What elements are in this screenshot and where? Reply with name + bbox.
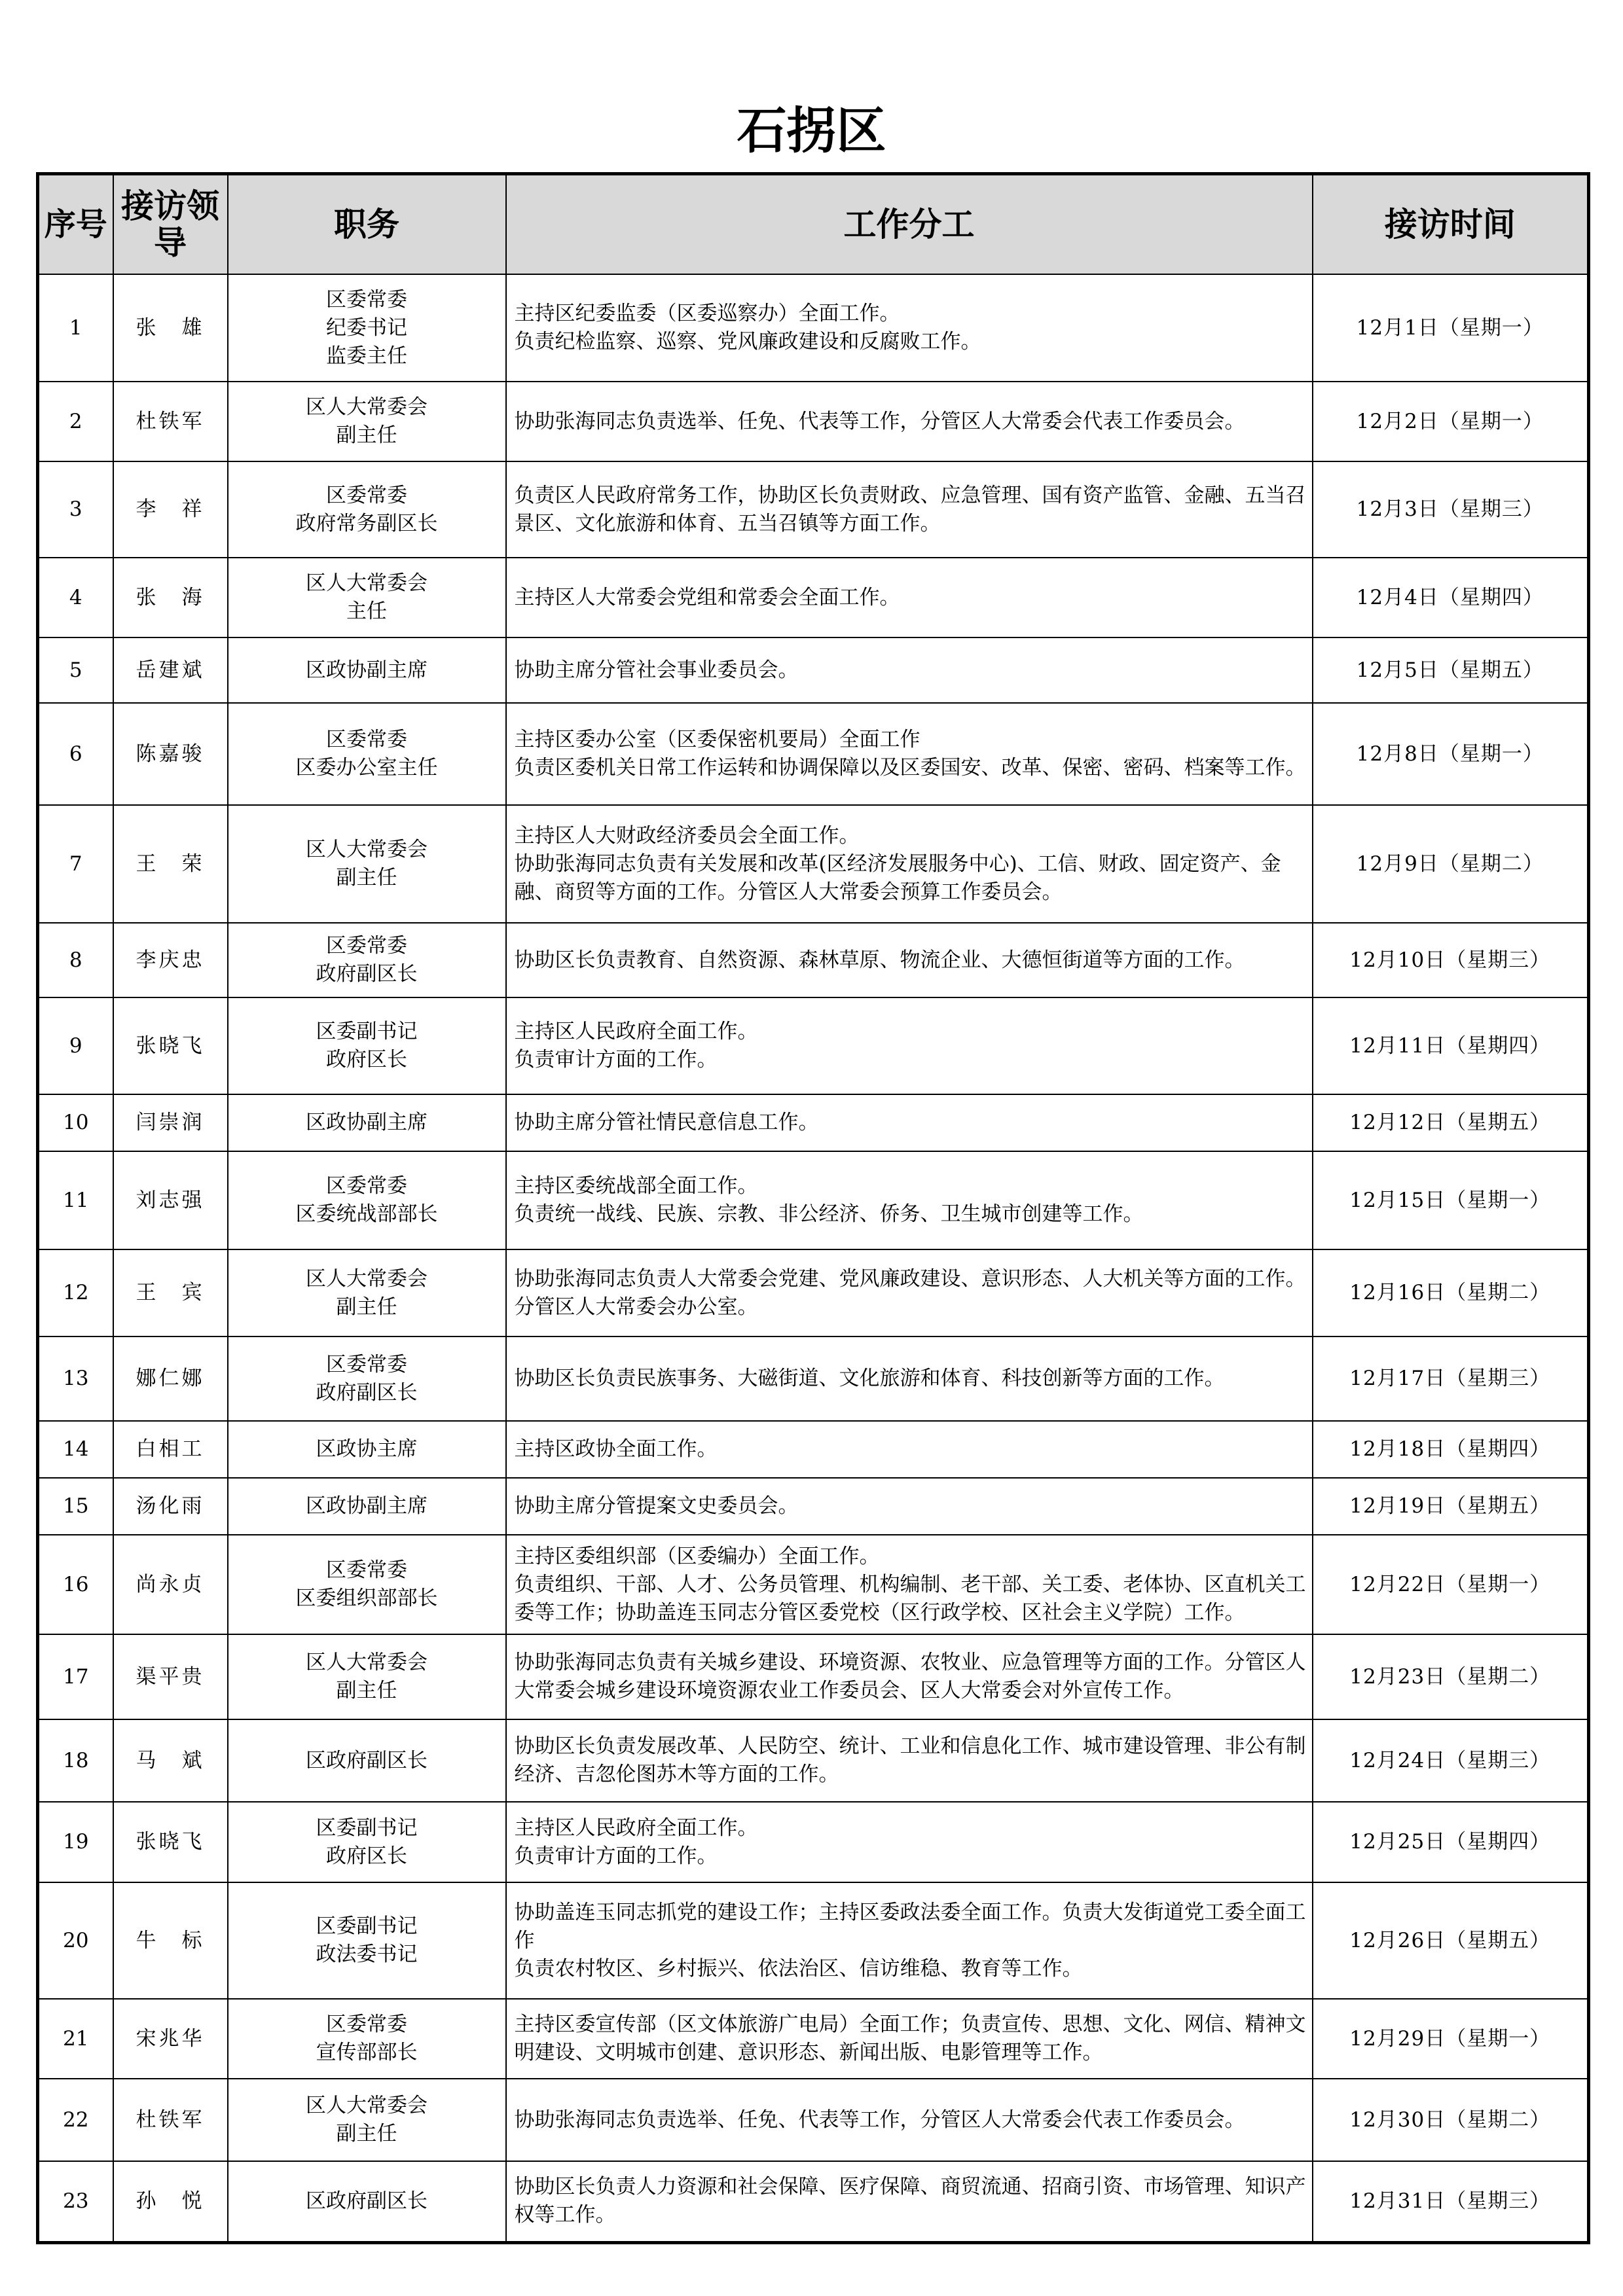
row-reception-time: 12月18日（星期四）	[1313, 1421, 1589, 1478]
table-row	[38, 1094, 1589, 1151]
table-body	[38, 274, 1589, 2242]
row-duty	[506, 2079, 1313, 2161]
duty-text: 协助主席分管社情民意信息工作。	[514, 1111, 819, 1134]
duty-text: 协助张海同志负责选举、任免、代表等工作，分管区人大常委会代表工作委员会。	[514, 409, 1245, 433]
table-row	[38, 461, 1589, 558]
table-row	[38, 1336, 1589, 1421]
row-leader-name: 汤化雨	[113, 1478, 228, 1535]
table-row	[38, 1882, 1589, 1999]
row-seq: 1	[38, 274, 113, 382]
row-position: 区委常委 纪委书记 监委主任	[228, 274, 506, 382]
row-duty	[506, 1421, 1313, 1478]
row-seq: 6	[38, 703, 113, 805]
row-reception-time: 12月12日（星期五）	[1313, 1094, 1589, 1151]
table-row	[38, 997, 1589, 1094]
row-seq: 13	[38, 1336, 113, 1421]
row-position: 区委常委 政府常务副区长	[228, 461, 506, 558]
table-row	[38, 1535, 1589, 1634]
row-leader-name: 牛 标	[113, 1882, 228, 1999]
row-position: 区政协主席	[228, 1421, 506, 1478]
row-seq: 8	[38, 923, 113, 997]
row-position: 区委常委 区委办公室主任	[228, 703, 506, 805]
row-duty	[506, 382, 1313, 461]
row-duty	[506, 805, 1313, 923]
row-seq: 22	[38, 2079, 113, 2161]
row-seq: 18	[38, 1719, 113, 1802]
row-leader-name: 白相工	[113, 1421, 228, 1478]
row-position: 区委常委 政府副区长	[228, 923, 506, 997]
row-seq: 23	[38, 2161, 113, 2242]
row-leader-name: 张晓飞	[113, 997, 228, 1094]
duty-text: 负责区人民政府常务工作，协助区长负责财政、应急管理、国有资产监管、金融、五当召景区、文化旅游和体育、五当召镇等方面工作。	[514, 483, 1306, 535]
table-row	[38, 1421, 1589, 1478]
row-reception-time: 12月17日（星期三）	[1313, 1336, 1589, 1421]
table-row	[38, 2079, 1589, 2161]
row-leader-name: 宋兆华	[113, 1999, 228, 2079]
duty-text: 协助主席分管提案文史委员会。	[514, 1494, 799, 1518]
duty-text: 主持区人大常委会党组和常委会全面工作。	[514, 585, 900, 609]
row-seq: 3	[38, 461, 113, 558]
row-duty	[506, 1882, 1313, 1999]
row-seq: 12	[38, 1249, 113, 1336]
table-row	[38, 1634, 1589, 1719]
row-reception-time: 12月30日（星期二）	[1313, 2079, 1589, 2161]
row-seq: 16	[38, 1535, 113, 1634]
table-row	[38, 805, 1589, 923]
row-seq: 21	[38, 1999, 113, 2079]
duty-text: 协助张海同志负责人大常委会党建、党风廉政建设、意识形态、人大机关等方面的工作。分管区人大常委会办公室。	[514, 1266, 1306, 1319]
row-leader-name: 陈嘉骏	[113, 703, 228, 805]
row-duty	[506, 1719, 1313, 1802]
row-duty	[506, 923, 1313, 997]
row-reception-time: 12月25日（星期四）	[1313, 1802, 1589, 1882]
row-position: 区政协副主席	[228, 637, 506, 703]
row-duty	[506, 1336, 1313, 1421]
row-reception-time: 12月19日（星期五）	[1313, 1478, 1589, 1535]
row-leader-name: 张晓飞	[113, 1802, 228, 1882]
row-duty	[506, 997, 1313, 1094]
row-leader-name: 王 荣	[113, 805, 228, 923]
row-position: 区政府副区长	[228, 1719, 506, 1802]
table-row	[38, 637, 1589, 703]
row-reception-time: 12月11日（星期四）	[1313, 997, 1589, 1094]
row-leader-name: 张 雄	[113, 274, 228, 382]
duty-text: 协助张海同志负责有关城乡建设、环境资源、农牧业、应急管理等方面的工作。分管区人大常委会城乡建设环境资源农业工作委员会、区人大常委会对外宣传工作。	[514, 1651, 1306, 1702]
row-reception-time: 12月29日（星期一）	[1313, 1999, 1589, 2079]
table-row	[38, 1802, 1589, 1882]
row-leader-name: 李 祥	[113, 461, 228, 558]
row-position: 区委常委 宣传部部长	[228, 1999, 506, 2079]
row-seq: 7	[38, 805, 113, 923]
row-duty	[506, 1999, 1313, 2079]
duty-text: 主持区人大财政经济委员会全面工作。 协助张海同志负责有关发展和改革(区经济发展服务中心)、工信、财政、固定资产、金融、商贸等方面的工作。分管区人大常委会预算工作委员会。	[514, 823, 1281, 904]
table-row	[38, 558, 1589, 637]
row-seq: 14	[38, 1421, 113, 1478]
table-row	[38, 382, 1589, 461]
row-seq: 17	[38, 1634, 113, 1719]
row-reception-time: 12月22日（星期一）	[1313, 1535, 1589, 1634]
row-leader-name: 娜仁娜	[113, 1336, 228, 1421]
duty-text: 协助张海同志负责选举、任免、代表等工作，分管区人大常委会代表工作委员会。	[514, 2108, 1245, 2132]
row-duty	[506, 1151, 1313, 1249]
row-position: 区人大常委会 副主任	[228, 805, 506, 923]
row-seq: 15	[38, 1478, 113, 1535]
row-leader-name: 马 斌	[113, 1719, 228, 1802]
row-position: 区人大常委会 副主任	[228, 382, 506, 461]
row-reception-time: 12月31日（星期三）	[1313, 2161, 1589, 2242]
row-leader-name: 杜铁军	[113, 382, 228, 461]
row-seq: 10	[38, 1094, 113, 1151]
row-leader-name: 尚永贞	[113, 1535, 228, 1634]
header-duty: 工作分工	[506, 174, 1313, 275]
row-duty	[506, 703, 1313, 805]
table-row	[38, 923, 1589, 997]
duty-text: 主持区委办公室（区委保密机要局）全面工作 负责区委机关日常工作运转和协调保障以及区委国安、改革、保密、密码、档案等工作。	[514, 728, 1306, 780]
table-row	[38, 274, 1589, 382]
duty-text: 协助盖连玉同志抓党的建设工作；主持区委政法委全面工作。负责大发街道党工委全面工作 负责农村牧区、乡村振兴、依法治区、信访维稳、教育等工作。	[514, 1900, 1306, 1981]
row-leader-name: 刘志强	[113, 1151, 228, 1249]
row-position: 区人大常委会 副主任	[228, 2079, 506, 2161]
row-seq: 11	[38, 1151, 113, 1249]
row-position: 区委常委 政府副区长	[228, 1336, 506, 1421]
row-position: 区委副书记 政府区长	[228, 997, 506, 1094]
duty-text: 协助区长负责民族事务、大磁街道、文化旅游和体育、科技创新等方面的工作。	[514, 1367, 1225, 1390]
row-reception-time: 12月8日（星期一）	[1313, 703, 1589, 805]
header-time: 接访时间	[1313, 174, 1589, 275]
row-duty	[506, 274, 1313, 382]
row-position: 区政协副主席	[228, 1094, 506, 1151]
reception-schedule-table	[36, 172, 1590, 2244]
row-duty	[506, 1802, 1313, 1882]
duty-text: 主持区委宣传部（区文体旅游广电局）全面工作；负责宣传、思想、文化、网信、精神文明建设、文明城市创建、意识形态、新闻出版、电影管理等工作。	[514, 2013, 1306, 2064]
row-leader-name: 闫崇润	[113, 1094, 228, 1151]
row-duty	[506, 461, 1313, 558]
row-position: 区政协副主席	[228, 1478, 506, 1535]
table-row	[38, 1478, 1589, 1535]
row-reception-time: 12月5日（星期五）	[1313, 637, 1589, 703]
duty-text: 主持区人民政府全面工作。 负责审计方面的工作。	[514, 1816, 758, 1868]
row-duty	[506, 637, 1313, 703]
header-seq: 序号	[38, 174, 113, 275]
row-duty	[506, 1478, 1313, 1535]
row-seq: 4	[38, 558, 113, 637]
duty-text: 协助主席分管社会事业委员会。	[514, 658, 799, 682]
duty-text: 主持区委统战部全面工作。 负责统一战线、民族、宗教、非公经济、侨务、卫生城市创建等工作。	[514, 1174, 1144, 1226]
row-position: 区委副书记 政法委书记	[228, 1882, 506, 1999]
row-position: 区委副书记 政府区长	[228, 1802, 506, 1882]
row-duty	[506, 1634, 1313, 1719]
row-reception-time: 12月1日（星期一）	[1313, 274, 1589, 382]
duty-text: 协助区长负责发展改革、人民防空、统计、工业和信息化工作、城市建设管理、非公有制经济、吉忽伦图苏木等方面的工作。	[514, 1734, 1306, 1786]
table-row	[38, 1249, 1589, 1336]
row-reception-time: 12月16日（星期二）	[1313, 1249, 1589, 1336]
row-reception-time: 12月26日（星期五）	[1313, 1882, 1589, 1999]
header-position: 职务	[228, 174, 506, 275]
document-title: 石拐区	[737, 101, 886, 160]
row-position: 区人大常委会 主任	[228, 558, 506, 637]
duty-text: 主持区人民政府全面工作。 负责审计方面的工作。	[514, 1020, 758, 1071]
row-reception-time: 12月10日（星期三）	[1313, 923, 1589, 997]
table-row	[38, 1999, 1589, 2079]
row-leader-name: 王 宾	[113, 1249, 228, 1336]
row-seq: 9	[38, 997, 113, 1094]
row-reception-time: 12月23日（星期二）	[1313, 1634, 1589, 1719]
row-reception-time: 12月4日（星期四）	[1313, 558, 1589, 637]
row-position: 区人大常委会 副主任	[228, 1249, 506, 1336]
row-position: 区政府副区长	[228, 2161, 506, 2242]
row-reception-time: 12月2日（星期一）	[1313, 382, 1589, 461]
row-seq: 2	[38, 382, 113, 461]
duty-text: 主持区纪委监委（区委巡察办）全面工作。 负责纪检监察、巡察、党风廉政建设和反腐败工作。	[514, 302, 981, 353]
table-row	[38, 703, 1589, 805]
row-position: 区委常委 区委组织部部长	[228, 1535, 506, 1634]
row-reception-time: 12月9日（星期二）	[1313, 805, 1589, 923]
row-leader-name: 张 海	[113, 558, 228, 637]
row-leader-name: 李庆忠	[113, 923, 228, 997]
row-duty	[506, 1094, 1313, 1151]
row-leader-name: 孙 悦	[113, 2161, 228, 2242]
row-duty	[506, 1249, 1313, 1336]
row-duty	[506, 2161, 1313, 2242]
row-duty	[506, 558, 1313, 637]
row-position: 区委常委 区委统战部部长	[228, 1151, 506, 1249]
row-leader-name: 岳建斌	[113, 637, 228, 703]
row-reception-time: 12月15日（星期一）	[1313, 1151, 1589, 1249]
row-seq: 20	[38, 1882, 113, 1999]
row-reception-time: 12月24日（星期三）	[1313, 1719, 1589, 1802]
table-header-row	[38, 174, 1589, 275]
row-reception-time: 12月3日（星期三）	[1313, 461, 1589, 558]
duty-text: 主持区政协全面工作。	[514, 1437, 718, 1461]
table-row	[38, 1151, 1589, 1249]
row-seq: 5	[38, 637, 113, 703]
table-row	[38, 2161, 1589, 2242]
table-row	[38, 1719, 1589, 1802]
row-position: 区人大常委会 副主任	[228, 1634, 506, 1719]
row-leader-name: 杜铁军	[113, 2079, 228, 2161]
duty-text: 协助区长负责教育、自然资源、森林草原、物流企业、大德恒街道等方面的工作。	[514, 948, 1245, 972]
row-leader-name: 渠平贵	[113, 1634, 228, 1719]
row-seq: 19	[38, 1802, 113, 1882]
header-leader: 接访领导	[113, 174, 228, 275]
row-duty	[506, 1535, 1313, 1634]
duty-text: 协助区长负责人力资源和社会保障、医疗保障、商贸流通、招商引资、市场管理、知识产权等工作。	[514, 2175, 1306, 2227]
duty-text: 主持区委组织部（区委编办）全面工作。 负责组织、干部、人才、公务员管理、机构编制、老干部、关工委、老体协、区直机关工委等工作；协助盖连玉同志分管区委党校（区行政学校、区社会主义学院）工作。	[514, 1544, 1306, 1624]
